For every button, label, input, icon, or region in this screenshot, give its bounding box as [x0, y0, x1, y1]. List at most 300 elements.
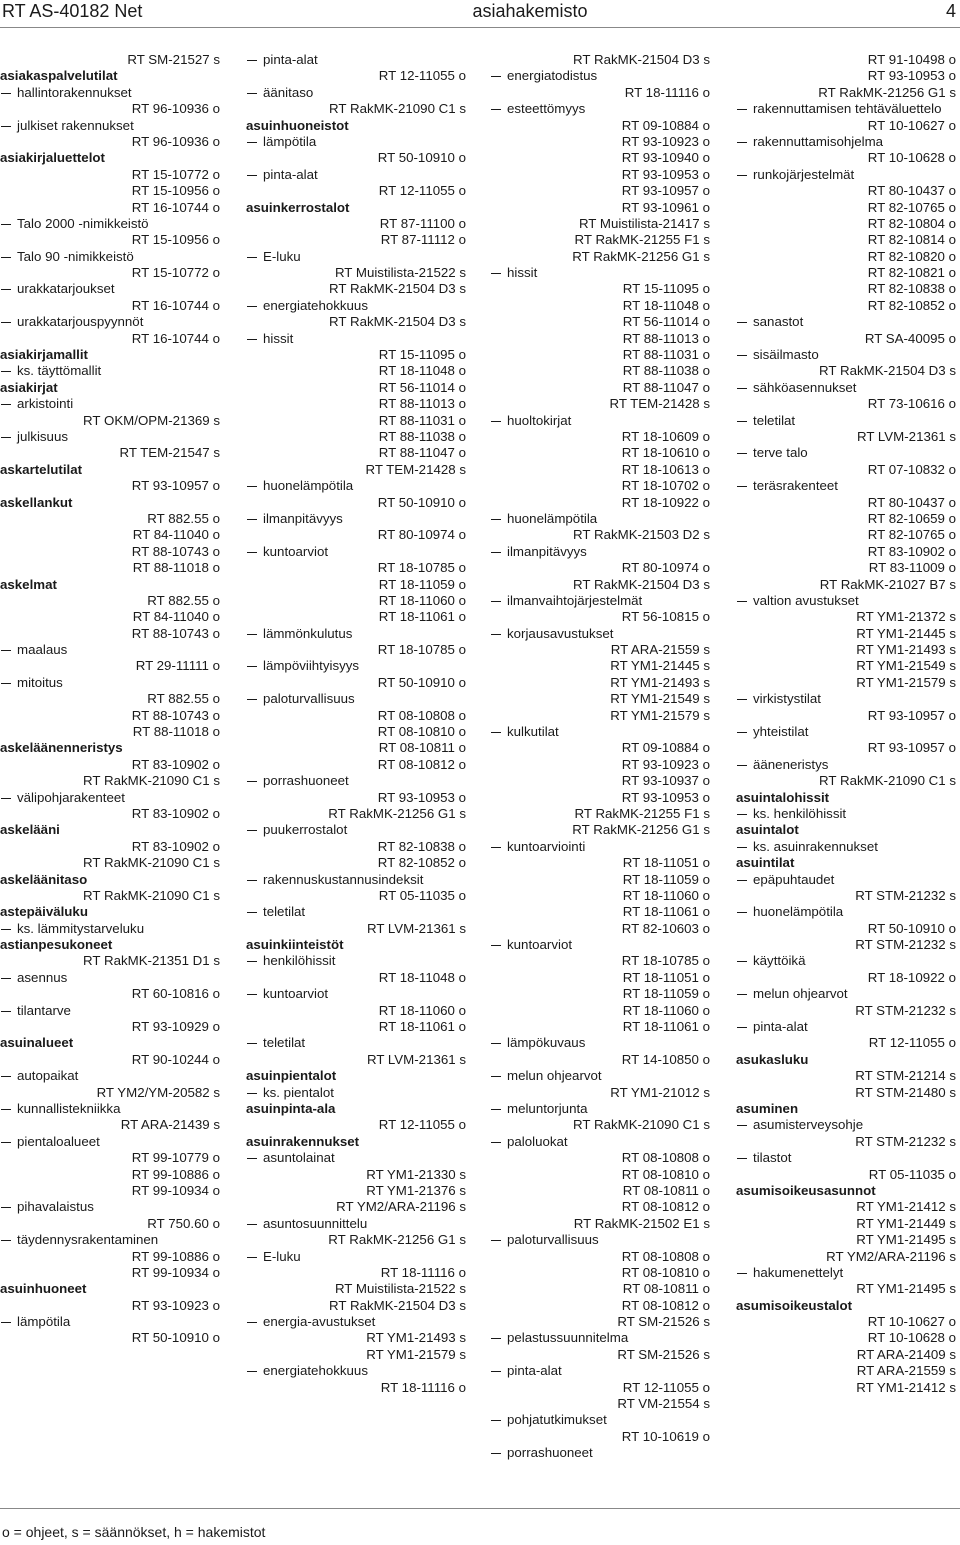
- index-subentry: asennus: [0, 970, 222, 986]
- reference-code: RT 18-11048 o: [378, 363, 466, 379]
- reference-code: RT 14-10850 o: [621, 1051, 710, 1067]
- index-subentry: yhteistilat: [736, 724, 958, 740]
- reference-code: RT 18-11048 o: [622, 297, 710, 313]
- reference-code: RT 18-11061 o: [622, 1019, 710, 1035]
- reference-code: RT 08-10810 o: [377, 724, 466, 740]
- reference-code: RT 73-10616 o: [867, 396, 956, 412]
- index-subentry: huoltokirjat: [490, 413, 712, 429]
- reference-code: RT 93-10923 o: [621, 756, 710, 772]
- reference-code: RT 84-11040 o: [132, 609, 220, 625]
- index-subentry: puukerrostalot: [246, 822, 468, 838]
- reference-code: RT 882.55 o: [147, 691, 220, 707]
- reference-code: RT 50-10910 o: [867, 920, 956, 936]
- reference-code: RT 88-11018 o: [132, 724, 220, 740]
- reference-code: RT 882.55 o: [147, 592, 220, 608]
- reference-code: RT 18-11059 o: [622, 871, 710, 887]
- index-subentry: virkistystilat: [736, 691, 958, 707]
- index-subentry: tilantarve: [0, 1003, 222, 1019]
- index-heading: askelmat: [0, 576, 57, 592]
- reference-code: RT 08-10808 o: [621, 1150, 710, 1166]
- reference-code: RT 08-10811 o: [622, 1182, 710, 1198]
- reference-code: RT YM1-21495 s: [856, 1232, 956, 1248]
- reference-code: RT 80-10974 o: [377, 527, 466, 543]
- reference-code: RT 83-10902 o: [131, 805, 220, 821]
- reference-code: RT YM2/YM-20582 s: [96, 1084, 220, 1100]
- reference-code: RT 93-10929 o: [131, 1019, 220, 1035]
- reference-code: RT 93-10937 o: [621, 773, 710, 789]
- reference-code: RT 18-11060 o: [378, 1002, 466, 1018]
- reference-code: RT 15-11095 o: [378, 347, 466, 363]
- reference-code: RT 18-10922 o: [867, 969, 956, 985]
- reference-code: RT ARA-21409 s: [856, 1346, 956, 1362]
- reference-code: RT 83-10902 o: [131, 756, 220, 772]
- reference-code: RT 12-11055 o: [378, 1117, 466, 1133]
- index-subentry: ääneneristys: [736, 757, 958, 773]
- index-subentry: kunnallistekniikka: [0, 1101, 222, 1117]
- index-subentry: pinta-alat: [736, 1019, 958, 1035]
- reference-code: RT SM-21527 s: [127, 52, 220, 67]
- index-subentry: autopaikat: [0, 1068, 222, 1084]
- reference-code: RT 50-10910 o: [377, 150, 466, 166]
- reference-code: RT 18-10613 o: [621, 461, 710, 477]
- reference-code: RT RakMK-21090 C1 s: [83, 855, 220, 871]
- reference-code: RT 99-10934 o: [131, 1182, 220, 1198]
- index-subentry: ks. henkilöhissit: [736, 806, 958, 822]
- reference-code: RT YM1-21376 s: [366, 1182, 466, 1198]
- reference-code: RT 93-10957 o: [867, 707, 956, 723]
- index-subentry: julkisuus: [0, 429, 222, 445]
- reference-code: RT 18-10785 o: [377, 560, 466, 576]
- reference-code: RT 08-10810 o: [621, 1264, 710, 1280]
- reference-code: RT STM-21232 s: [855, 1002, 956, 1018]
- reference-code: RT YM1-21495 s: [856, 1281, 956, 1297]
- reference-code: RT 87-11100 o: [379, 215, 466, 231]
- reference-code: RT 18-11061 o: [378, 1019, 466, 1035]
- index-heading: asiakirjat: [0, 379, 58, 395]
- reference-code: RT 82-10765 o: [867, 527, 956, 543]
- reference-code: RT 08-10811 o: [378, 740, 466, 756]
- reference-code: RT 96-10936 o: [131, 101, 220, 117]
- index-subentry: julkiset rakennukset: [0, 118, 222, 134]
- index-subentry: valtion avustukset: [736, 593, 958, 609]
- reference-code: RT RakMK-21090 C1 s: [83, 773, 220, 789]
- reference-code: RT RakMK-21090 C1 s: [83, 887, 220, 903]
- reference-code: RT 15-10956 o: [131, 232, 220, 248]
- reference-code: RT YM1-21449 s: [856, 1215, 956, 1231]
- index-subentry: ks. täyttömallit: [0, 363, 222, 379]
- reference-code: RT SA-40095 o: [864, 330, 956, 346]
- index-subentry: hallintorakennukset: [0, 85, 222, 101]
- reference-code: RT RakMK-21027 B7 s: [819, 576, 956, 592]
- index-subentry: kuntoarviot: [246, 544, 468, 560]
- reference-code: RT RakMK-21504 D3 s: [819, 363, 956, 379]
- reference-code: RT 93-10923 o: [621, 133, 710, 149]
- index-subentry: lämpökuvaus: [490, 1035, 712, 1051]
- index-subentry: teräsrakenteet: [736, 478, 958, 494]
- reference-code: RT 99-10934 o: [131, 1264, 220, 1280]
- reference-code: RT 99-10886 o: [131, 1248, 220, 1264]
- reference-code: RT YM1-21493 s: [610, 674, 710, 690]
- reference-code: RT 12-11055 o: [622, 1379, 710, 1395]
- reference-code: RT STM-21232 s: [855, 1133, 956, 1149]
- reference-code: RT 99-10779 o: [131, 1150, 220, 1166]
- index-heading: asuinkerrostalot: [246, 199, 350, 215]
- reference-code: RT RakMK-21255 F1 s: [574, 232, 710, 248]
- index-subentry: sanastot: [736, 314, 958, 330]
- reference-code: RT 88-11038 o: [378, 428, 466, 444]
- index-subentry: terve talo: [736, 445, 958, 461]
- reference-code: RT YM1-21012 s: [610, 1084, 710, 1100]
- index-subentry: epäpuhtaudet: [736, 872, 958, 888]
- reference-code: RT YM1-21445 s: [856, 625, 956, 641]
- index-heading: asuinpinta-ala: [246, 1101, 336, 1116]
- reference-code: RT 82-10804 o: [867, 215, 956, 231]
- reference-code: RT 93-10953 o: [621, 166, 710, 182]
- index-subentry: mitoitus: [0, 675, 222, 691]
- reference-code: RT 18-11116 o: [624, 84, 710, 100]
- index-subentry: teletilat: [736, 413, 958, 429]
- reference-code: RT 88-11047 o: [622, 379, 710, 395]
- reference-code: RT RakMK-21351 D1 s: [83, 953, 220, 969]
- reference-code: RT RakMK-21256 G1 s: [818, 84, 956, 100]
- index-heading: asuinalueet: [0, 1035, 74, 1051]
- index-subentry: pinta-alat: [490, 1363, 712, 1379]
- reference-code: RT 18-11116 o: [380, 1264, 466, 1280]
- index-column-4: [736, 52, 958, 1396]
- reference-code: RT RakMK-21503 D2 s: [573, 527, 710, 543]
- reference-code: RT 18-11059 o: [378, 576, 466, 592]
- index-subentry: paloturvallisuus: [246, 691, 468, 707]
- reference-code: RT 88-11047 o: [378, 445, 466, 461]
- reference-code: RT RakMK-21090 C1 s: [819, 773, 956, 789]
- reference-code: RT 18-11060 o: [378, 592, 466, 608]
- page-title: asiahakemisto: [472, 1, 588, 21]
- reference-code: RT 18-10785 o: [377, 642, 466, 658]
- index-heading: askeläänitaso: [0, 871, 88, 887]
- reference-code: RT 88-11013 o: [622, 330, 710, 346]
- index-subentry: urakkatarjoukset: [0, 281, 222, 297]
- reference-code: RT 96-10936 o: [131, 133, 220, 149]
- page-header: [0, 0, 960, 30]
- reference-code: RT RakMK-21502 E1 s: [573, 1215, 710, 1231]
- reference-code: RT 83-11009 o: [868, 560, 956, 576]
- reference-code: RT 56-11014 o: [378, 379, 466, 395]
- index-subentry: kuntoarviot: [246, 986, 468, 1002]
- index-subentry: energiatehokkuus: [246, 298, 468, 314]
- reference-code: RT YM2/ARA-21196 s: [336, 1199, 466, 1215]
- reference-code: RT 82-10603 o: [621, 920, 710, 936]
- reference-code: RT 10-10628 o: [867, 1330, 956, 1346]
- reference-code: RT 07-10832 o: [867, 461, 956, 477]
- index-column-3: [490, 52, 712, 1462]
- reference-code: RT LVM-21361 s: [366, 1051, 466, 1067]
- reference-code: RT STM-21214 s: [855, 1068, 956, 1084]
- index-subentry: hissit: [246, 331, 468, 347]
- index-subentry: teletilat: [246, 1035, 468, 1051]
- index-subentry: asuntosuunnittelu: [246, 1216, 468, 1232]
- index-subentry: teletilat: [246, 904, 468, 920]
- reference-code: RT 93-10957 o: [131, 478, 220, 494]
- index-subentry: rakennuttamisen tehtäväluettelo: [736, 101, 958, 117]
- index-subentry: E-luku: [246, 249, 468, 265]
- reference-code: RT 82-10659 o: [867, 510, 956, 526]
- reference-code: RT 10-10628 o: [867, 150, 956, 166]
- reference-code: RT OKM/OPM-21369 s: [83, 412, 220, 428]
- reference-code: RT 12-11055 o: [868, 1035, 956, 1051]
- index-subentry: arkistointi: [0, 396, 222, 412]
- reference-code: RT 10-10619 o: [621, 1428, 710, 1444]
- reference-code: RT 08-10808 o: [377, 707, 466, 723]
- reference-code: RT 16-10744 o: [131, 330, 220, 346]
- index-subentry: Talo 90 -nimikkeistö: [0, 249, 222, 265]
- index-subentry: tilastot: [736, 1150, 958, 1166]
- reference-code: RT 08-10808 o: [621, 1248, 710, 1264]
- reference-code: RT 93-10940 o: [621, 150, 710, 166]
- page-number: 4: [945, 1, 956, 21]
- index-subentry: henkilöhissit: [246, 953, 468, 969]
- index-subentry: maalaus: [0, 642, 222, 658]
- reference-code: RT 18-11061 o: [622, 904, 710, 920]
- index-heading: asiakaspalvelutilat: [0, 68, 118, 84]
- index-subentry: ilmanvaihtojärjestelmät: [490, 593, 712, 609]
- reference-code: RT 18-11048 o: [378, 969, 466, 985]
- index-subentry: ks. asuinrakennukset: [736, 839, 958, 855]
- index-subentry: kuntoarviointi: [490, 839, 712, 855]
- reference-code: RT Muistilista-21522 s: [334, 1281, 466, 1297]
- reference-code: RT 08-10812 o: [377, 756, 466, 772]
- reference-code: RT 80-10437 o: [867, 183, 956, 199]
- reference-code: RT RakMK-21256 G1 s: [572, 248, 710, 264]
- index-heading: asuminen: [736, 1101, 799, 1116]
- reference-code: RT Muistilista-21522 s: [334, 265, 466, 281]
- reference-code: RT 09-10884 o: [621, 740, 710, 756]
- reference-code: RT STM-21232 s: [855, 937, 956, 953]
- reference-code: RT SM-21526 s: [617, 1314, 710, 1330]
- reference-code: RT 82-10852 o: [377, 855, 466, 871]
- reference-code: RT 93-10957 o: [867, 740, 956, 756]
- reference-code: RT 99-10886 o: [131, 1166, 220, 1182]
- reference-code: RT 18-11059 o: [622, 986, 710, 1002]
- index-heading: asuinpientalot: [246, 1068, 337, 1084]
- index-subentry: hissit: [490, 265, 712, 281]
- reference-code: RT RakMK-21255 F1 s: [574, 805, 710, 821]
- reference-code: RT RakMK-21256 G1 s: [328, 1232, 466, 1248]
- reference-code: RT ARA-21439 s: [120, 1117, 220, 1133]
- index-heading: asiakirjamallit: [0, 347, 88, 363]
- index-subentry: ks. lämmitystarveluku: [0, 921, 222, 937]
- reference-code: RT 12-11055 o: [378, 68, 466, 84]
- index-subentry: välipohjarakenteet: [0, 790, 222, 806]
- reference-code: RT 56-11014 o: [622, 314, 710, 330]
- reference-code: RT 18-11051 o: [622, 855, 710, 871]
- index-subentry: pohjatutkimukset: [490, 1412, 712, 1428]
- header-rule: [0, 27, 960, 28]
- footer-legend: o = ohjeet, s = säännökset, h = hakemistot: [2, 1524, 266, 1540]
- index-subentry: paloturvallisuus: [490, 1232, 712, 1248]
- reference-code: RT 88-11018 o: [132, 560, 220, 576]
- reference-code: RT 10-10627 o: [867, 1314, 956, 1330]
- index-heading: asuinrakennukset: [246, 1133, 360, 1149]
- reference-code: RT RakMK-21504 D3 s: [573, 52, 710, 67]
- reference-code: RT 29-11111 o: [135, 658, 220, 674]
- index-subentry: hakumenettelyt: [736, 1265, 958, 1281]
- reference-code: RT 60-10816 o: [131, 986, 220, 1002]
- index-heading: astepäiväluku: [0, 904, 88, 920]
- index-heading: asumisoikeusasunnot: [736, 1182, 876, 1198]
- index-heading: asukasluku: [736, 1051, 809, 1067]
- reference-code: RT 05-11035 o: [378, 887, 466, 903]
- index-subentry: energiatehokkuus: [246, 1363, 468, 1379]
- reference-code: RT 50-10910 o: [131, 1330, 220, 1346]
- reference-code: RT LVM-21361 s: [366, 920, 466, 936]
- index-heading: asuinhuoneet: [0, 1281, 87, 1297]
- reference-code: RT 88-10743 o: [131, 707, 220, 723]
- index-subentry: urakkatarjouspyynnöt: [0, 314, 222, 330]
- reference-code: RT 16-10744 o: [131, 297, 220, 313]
- reference-code: RT TEM-21428 s: [609, 396, 710, 412]
- index-heading: asuintilat: [736, 855, 795, 871]
- reference-code: RT 15-10772 o: [131, 265, 220, 281]
- index-subentry: meluntorjunta: [490, 1101, 712, 1117]
- index-subentry: lämmönkulutus: [246, 626, 468, 642]
- index-subentry: lämpöviihtyisyys: [246, 658, 468, 674]
- index-subentry: ks. pientalot: [246, 1085, 468, 1101]
- index-subentry: pinta-alat: [246, 167, 468, 183]
- index-heading: astianpesukoneet: [0, 937, 113, 953]
- reference-code: RT YM1-21579 s: [610, 707, 710, 723]
- reference-code: RT 12-11055 o: [378, 183, 466, 199]
- reference-code: RT 18-11051 o: [622, 969, 710, 985]
- reference-code: RT 15-10956 o: [131, 183, 220, 199]
- reference-code: RT YM1-21579 s: [856, 674, 956, 690]
- reference-code: RT 08-10812 o: [621, 1199, 710, 1215]
- reference-code: RT 88-10743 o: [131, 543, 220, 559]
- index-subentry: lämpötila: [0, 1314, 222, 1330]
- index-heading: asuintalot: [736, 822, 799, 838]
- reference-code: RT 18-10922 o: [621, 494, 710, 510]
- reference-code: RT ARA-21559 s: [610, 642, 710, 658]
- reference-code: RT 50-10910 o: [377, 674, 466, 690]
- reference-code: RT 50-10910 o: [377, 494, 466, 510]
- reference-code: RT 82-10821 o: [867, 265, 956, 281]
- reference-code: RT 15-11095 o: [622, 281, 710, 297]
- reference-code: RT 09-10884 o: [621, 117, 710, 133]
- reference-code: RT 05-11035 o: [868, 1166, 956, 1182]
- reference-code: RT 88-11031 o: [622, 347, 710, 363]
- index-subentry: ilmanpitävyys: [490, 544, 712, 560]
- index-column-2: [246, 52, 468, 1396]
- index-subentry: huonelämpötila: [246, 478, 468, 494]
- index-heading: askartelutilat: [0, 461, 83, 477]
- reference-code: RT RakMK-21090 C1 s: [329, 101, 466, 117]
- index-subentry: pelastussuunnitelma: [490, 1330, 712, 1346]
- reference-code: RT RakMK-21504 D3 s: [329, 1297, 466, 1313]
- index-heading: asuinhuoneistot: [246, 117, 349, 133]
- reference-code: RT 18-10702 o: [621, 478, 710, 494]
- reference-code: RT 87-11112 o: [380, 232, 466, 248]
- reference-code: RT RakMK-21504 D3 s: [329, 281, 466, 297]
- index-subentry: sisäilmasto: [736, 347, 958, 363]
- reference-code: RT 882.55 o: [147, 510, 220, 526]
- index-subentry: lämpötila: [246, 134, 468, 150]
- reference-code: RT YM1-21330 s: [366, 1166, 466, 1182]
- reference-code: RT 93-10923 o: [131, 1297, 220, 1313]
- index-heading: askellankut: [0, 494, 73, 510]
- reference-code: RT 93-10953 o: [377, 789, 466, 805]
- index-subentry: huonelämpötila: [490, 511, 712, 527]
- index-subentry: porrashuoneet: [246, 773, 468, 789]
- index-subentry: rakennuskustannusindeksit: [246, 872, 468, 888]
- reference-code: RT 82-10765 o: [867, 199, 956, 215]
- reference-code: RT 88-11031 o: [378, 412, 466, 428]
- index-subentry: ilmanpitävyys: [246, 511, 468, 527]
- index-subentry: kulkutilat: [490, 724, 712, 740]
- index-heading: asiakirjaluettelot: [0, 150, 105, 166]
- reference-code: RT 93-10953 o: [621, 789, 710, 805]
- reference-code: RT 15-10772 o: [131, 166, 220, 182]
- reference-code: RT 18-11060 o: [622, 1002, 710, 1018]
- footer-rule: [0, 1508, 960, 1509]
- reference-code: RT 18-10610 o: [621, 445, 710, 461]
- reference-code: RT 08-10811 o: [622, 1281, 710, 1297]
- reference-code: RT RakMK-21256 G1 s: [328, 805, 466, 821]
- reference-code: RT YM1-21445 s: [610, 658, 710, 674]
- reference-code: RT STM-21232 s: [855, 887, 956, 903]
- reference-code: RT 83-10902 o: [131, 838, 220, 854]
- reference-code: RT 750.60 o: [147, 1215, 220, 1231]
- reference-code: RT 83-10902 o: [867, 543, 956, 559]
- index-subentry: melun ohjearvot: [490, 1068, 712, 1084]
- reference-code: RT RakMK-21504 D3 s: [573, 576, 710, 592]
- index-subentry: korjausavustukset: [490, 626, 712, 642]
- index-subentry: käyttöikä: [736, 953, 958, 969]
- reference-code: RT VM-21554 s: [617, 1396, 710, 1412]
- index-subentry: äänitaso: [246, 85, 468, 101]
- reference-code: RT YM1-21493 s: [366, 1330, 466, 1346]
- reference-code: RT YM1-21412 s: [856, 1199, 956, 1215]
- reference-code: RT 80-10974 o: [621, 560, 710, 576]
- reference-code: RT STM-21480 s: [855, 1084, 956, 1100]
- reference-code: RT YM2/ARA-21196 s: [826, 1248, 956, 1264]
- reference-code: RT 82-10838 o: [377, 838, 466, 854]
- document-code: RT AS-40182 Net: [2, 1, 143, 21]
- reference-code: RT 56-10815 o: [621, 609, 710, 625]
- reference-code: RT 82-10838 o: [867, 281, 956, 297]
- reference-code: RT 18-10785 o: [621, 953, 710, 969]
- reference-code: RT 08-10812 o: [621, 1297, 710, 1313]
- reference-code: RT 90-10244 o: [131, 1051, 220, 1067]
- index-subentry: porrashuoneet: [490, 1445, 712, 1461]
- index-subentry: Talo 2000 -nimikkeistö: [0, 216, 222, 232]
- reference-code: RT SM-21526 s: [617, 1346, 710, 1362]
- reference-code: RT 10-10627 o: [867, 117, 956, 133]
- index-subentry: täydennysrakentaminen: [0, 1232, 222, 1248]
- index-subentry: energia-avustukset: [246, 1314, 468, 1330]
- reference-code: RT 88-11038 o: [622, 363, 710, 379]
- index-subentry: huonelämpötila: [736, 904, 958, 920]
- reference-code: RT 88-11013 o: [378, 396, 466, 412]
- reference-code: RT 18-11116 o: [380, 1379, 466, 1395]
- reference-code: RT ARA-21559 s: [856, 1363, 956, 1379]
- reference-code: RT YM1-21372 s: [856, 609, 956, 625]
- reference-code: RT 18-10609 o: [621, 428, 710, 444]
- index-subentry: melun ohjearvot: [736, 986, 958, 1002]
- reference-code: RT YM1-21549 s: [610, 691, 710, 707]
- reference-code: RT YM1-21412 s: [856, 1379, 956, 1395]
- reference-code: RT YM1-21549 s: [856, 658, 956, 674]
- index-subentry: asuntolainat: [246, 1150, 468, 1166]
- reference-code: RT 80-10437 o: [867, 494, 956, 510]
